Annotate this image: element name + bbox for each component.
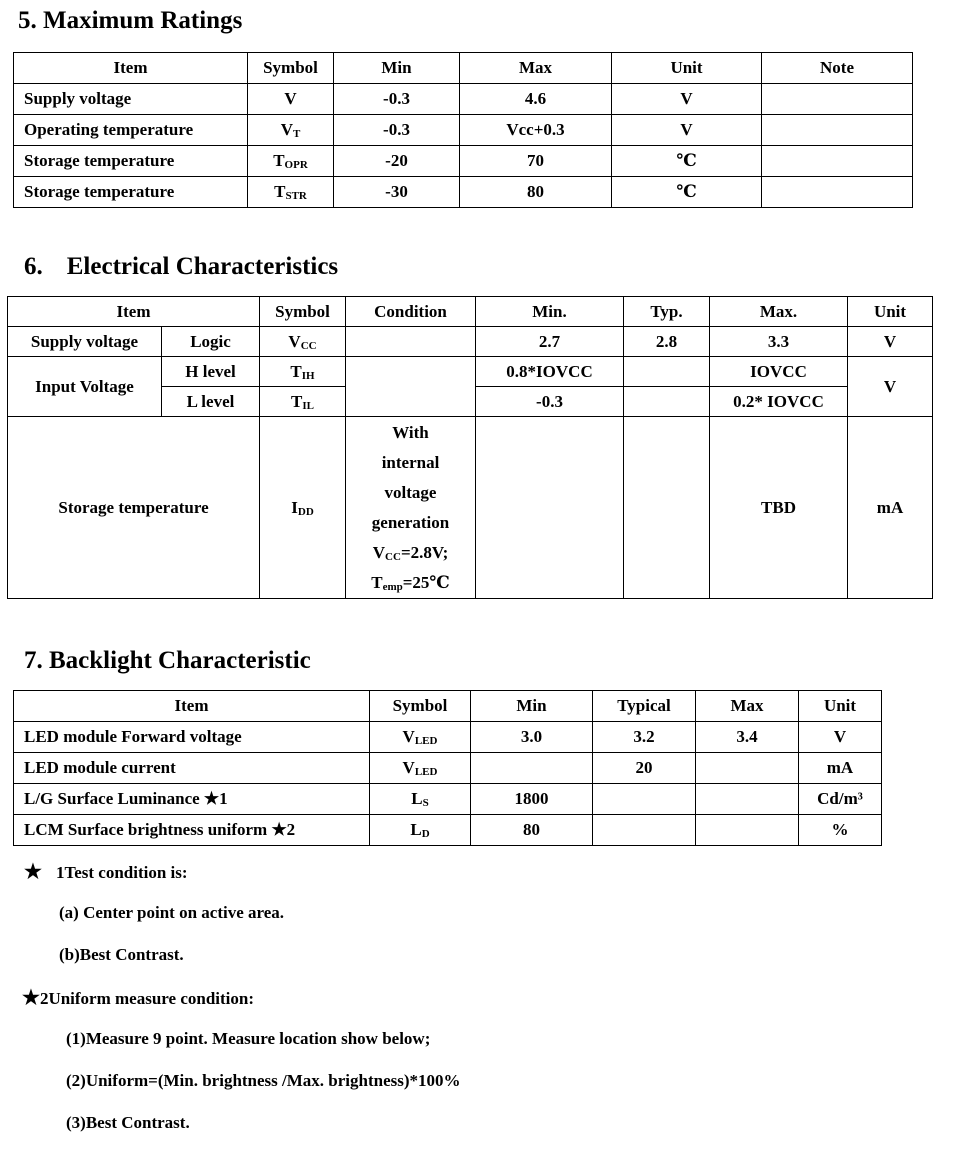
- cell-typ: [624, 357, 710, 387]
- cell-min: 3.0: [471, 722, 593, 753]
- cell-unit: V: [848, 357, 933, 417]
- cell-max: [696, 815, 799, 846]
- cell-min: -0.3: [334, 115, 460, 146]
- symbol-sub: LED: [414, 766, 438, 778]
- symbol-sub: OPR: [284, 159, 308, 171]
- cell-note: [762, 115, 913, 146]
- symbol-sub: T: [292, 128, 301, 140]
- cell-item: LED module Forward voltage: [14, 722, 370, 753]
- condition-line: internal: [381, 452, 440, 472]
- cell-min: [476, 417, 624, 599]
- table-row: [8, 357, 933, 387]
- note-1a: (a) Center point on active area.: [59, 903, 285, 922]
- cell-max: TBD: [710, 417, 848, 599]
- note-2-text: 2Uniform measure condition:: [39, 989, 254, 1008]
- cond-vcc-sub: CC: [385, 550, 401, 563]
- cell-symbol: [370, 722, 471, 753]
- symbol-sub: D: [421, 828, 430, 840]
- symbol-sub: DD: [297, 505, 314, 518]
- symbol-main: V: [402, 727, 415, 746]
- cell-item: Operating temperature: [14, 115, 248, 146]
- star-icon: ★: [22, 987, 40, 1009]
- cell-max: 4.6: [460, 84, 612, 115]
- cell-min: 2.7: [476, 327, 624, 357]
- cell-item: Supply voltage: [14, 84, 248, 115]
- cell-typ: 3.2: [593, 722, 696, 753]
- header-unit: Unit: [612, 53, 762, 84]
- cell-unit: %: [799, 815, 882, 846]
- cell-min: [471, 753, 593, 784]
- table-row: [14, 753, 882, 784]
- table-row: [8, 327, 933, 357]
- cell-item: LED module current: [14, 753, 370, 784]
- cell-item: Input Voltage: [8, 357, 162, 417]
- cell-symbol: [260, 417, 346, 599]
- cell-typ: [593, 815, 696, 846]
- symbol-main: L: [411, 789, 423, 808]
- condition-line: With: [392, 422, 429, 442]
- section-7-title: 7. Backlight Characteristic: [24, 647, 311, 674]
- cell-max: IOVCC: [710, 357, 848, 387]
- symbol-main: V: [280, 120, 293, 139]
- symbol-main: V: [402, 758, 415, 777]
- symbol-main: T: [273, 151, 285, 170]
- symbol-sub: LED: [414, 735, 438, 747]
- cell-typ: [624, 387, 710, 417]
- cell-symbol: [248, 84, 334, 115]
- cell-unit: ℃: [612, 177, 762, 208]
- header-symbol: Symbol: [370, 691, 471, 722]
- symbol-sub: CC: [300, 339, 317, 352]
- symbol-main: T: [274, 182, 286, 201]
- cell-max: 70: [460, 146, 612, 177]
- symbol-sub: IL: [302, 399, 314, 412]
- header-max: Max: [460, 53, 612, 84]
- cell-sub-item: H level: [162, 357, 260, 387]
- table-header-row: [14, 691, 882, 722]
- symbol-main: I: [291, 497, 298, 517]
- cell-symbol: [248, 115, 334, 146]
- header-unit: Unit: [848, 297, 933, 327]
- cond-vcc-main: V: [372, 542, 386, 562]
- note-1b: (b)Best Contrast.: [59, 945, 184, 964]
- header-symbol: Symbol: [260, 297, 346, 327]
- cell-symbol: [260, 357, 346, 387]
- cell-sub-item: L level: [162, 387, 260, 417]
- cell-item: Storage temperature: [14, 177, 248, 208]
- backlight-characteristic-table: [13, 690, 882, 846]
- cell-typ: [593, 784, 696, 815]
- cell-min: -20: [334, 146, 460, 177]
- header-typ: Typ.: [624, 297, 710, 327]
- cell-item: L/G Surface Luminance ★1: [14, 784, 370, 815]
- cell-max: 3.4: [696, 722, 799, 753]
- table-row: [14, 722, 882, 753]
- condition-line: voltage: [384, 482, 437, 502]
- cell-condition: [346, 357, 476, 417]
- cell-unit: ℃: [612, 146, 762, 177]
- cell-unit: mA: [848, 417, 933, 599]
- table-row: [14, 177, 913, 208]
- note-1-text: 1Test condition is:: [55, 863, 188, 882]
- cond-temp-sub: emp: [382, 580, 403, 593]
- cell-max: 0.2* IOVCC: [710, 387, 848, 417]
- symbol-sub: IH: [301, 369, 315, 382]
- symbol-main: V: [284, 89, 297, 108]
- section-6-text: Electrical Characteristics: [66, 253, 339, 280]
- cell-unit: V: [612, 115, 762, 146]
- cell-typ: 2.8: [624, 327, 710, 357]
- table-row: [14, 784, 882, 815]
- header-symbol: Symbol: [248, 53, 334, 84]
- cell-item: Storage temperature: [8, 417, 260, 599]
- cell-note: [762, 146, 913, 177]
- cell-min: 80: [471, 815, 593, 846]
- symbol-main: T: [290, 361, 302, 381]
- cell-max: 80: [460, 177, 612, 208]
- cell-typ: [624, 417, 710, 599]
- cell-condition: [346, 327, 476, 357]
- header-typical: Typical: [593, 691, 696, 722]
- star-icon: ★: [24, 861, 42, 883]
- table-row: [14, 115, 913, 146]
- note-2b: (2)Uniform=(Min. brightness /Max. brightness)*100%: [66, 1071, 461, 1090]
- symbol-main: T: [291, 391, 303, 411]
- cell-unit: mA: [799, 753, 882, 784]
- cell-max: [696, 753, 799, 784]
- header-max: Max: [696, 691, 799, 722]
- cell-min: 0.8*IOVCC: [476, 357, 624, 387]
- cond-vcc-value: =2.8V;: [400, 542, 449, 562]
- condition-vcc: [350, 538, 471, 568]
- cell-unit: Cd/m³: [799, 784, 882, 815]
- header-min: Min.: [476, 297, 624, 327]
- cell-sub-item: Logic: [162, 327, 260, 357]
- header-max: Max.: [710, 297, 848, 327]
- condition-temp: [350, 568, 471, 598]
- header-item: Item: [14, 691, 370, 722]
- cell-item: LCM Surface brightness uniform ★2: [14, 815, 370, 846]
- cell-note: [762, 177, 913, 208]
- cell-min: -0.3: [476, 387, 624, 417]
- header-item: Item: [8, 297, 260, 327]
- table-header-row: [8, 297, 933, 327]
- cell-unit: V: [799, 722, 882, 753]
- cell-condition: [346, 417, 476, 599]
- cell-min: -0.3: [334, 84, 460, 115]
- cell-symbol: [260, 327, 346, 357]
- header-note: Note: [762, 53, 913, 84]
- cell-symbol: [248, 146, 334, 177]
- note-2a: (1)Measure 9 point. Measure location show below;: [66, 1029, 431, 1048]
- cell-symbol: [370, 784, 471, 815]
- cell-max: 3.3: [710, 327, 848, 357]
- table-row: [8, 417, 933, 599]
- table-row: [14, 146, 913, 177]
- table-row: [14, 84, 913, 115]
- cell-symbol: [370, 753, 471, 784]
- section-5-title: 5. Maximum Ratings: [18, 7, 243, 34]
- condition-line: generation: [371, 512, 450, 532]
- symbol-main: V: [288, 331, 301, 351]
- cell-item: Storage temperature: [14, 146, 248, 177]
- header-condition: Condition: [346, 297, 476, 327]
- note-2c: (3)Best Contrast.: [66, 1113, 190, 1132]
- cond-temp-main: T: [371, 572, 383, 592]
- cell-min: 1800: [471, 784, 593, 815]
- cell-symbol: [260, 387, 346, 417]
- note-1-title: [24, 859, 188, 884]
- header-unit: Unit: [799, 691, 882, 722]
- electrical-characteristics-table: [7, 296, 933, 599]
- cell-max: [696, 784, 799, 815]
- cell-symbol: [370, 815, 471, 846]
- cell-note: [762, 84, 913, 115]
- table-row: [14, 815, 882, 846]
- header-min: Min: [471, 691, 593, 722]
- header-min: Min: [334, 53, 460, 84]
- cell-min: -30: [334, 177, 460, 208]
- section-6-title: [24, 254, 338, 279]
- symbol-sub: S: [422, 797, 429, 809]
- section-6-number: 6.: [24, 253, 43, 280]
- cell-unit: V: [848, 327, 933, 357]
- cell-typ: 20: [593, 753, 696, 784]
- cell-max: Vcc+0.3: [460, 115, 612, 146]
- cell-unit: V: [612, 84, 762, 115]
- cell-item: Supply voltage: [8, 327, 162, 357]
- maximum-ratings-table: [13, 52, 913, 208]
- header-item: Item: [14, 53, 248, 84]
- cell-symbol: [248, 177, 334, 208]
- symbol-sub: STR: [285, 190, 307, 202]
- symbol-main: L: [410, 820, 422, 839]
- note-2-title: [22, 985, 254, 1010]
- table-header-row: [14, 53, 913, 84]
- cond-temp-value: =25℃: [402, 572, 450, 592]
